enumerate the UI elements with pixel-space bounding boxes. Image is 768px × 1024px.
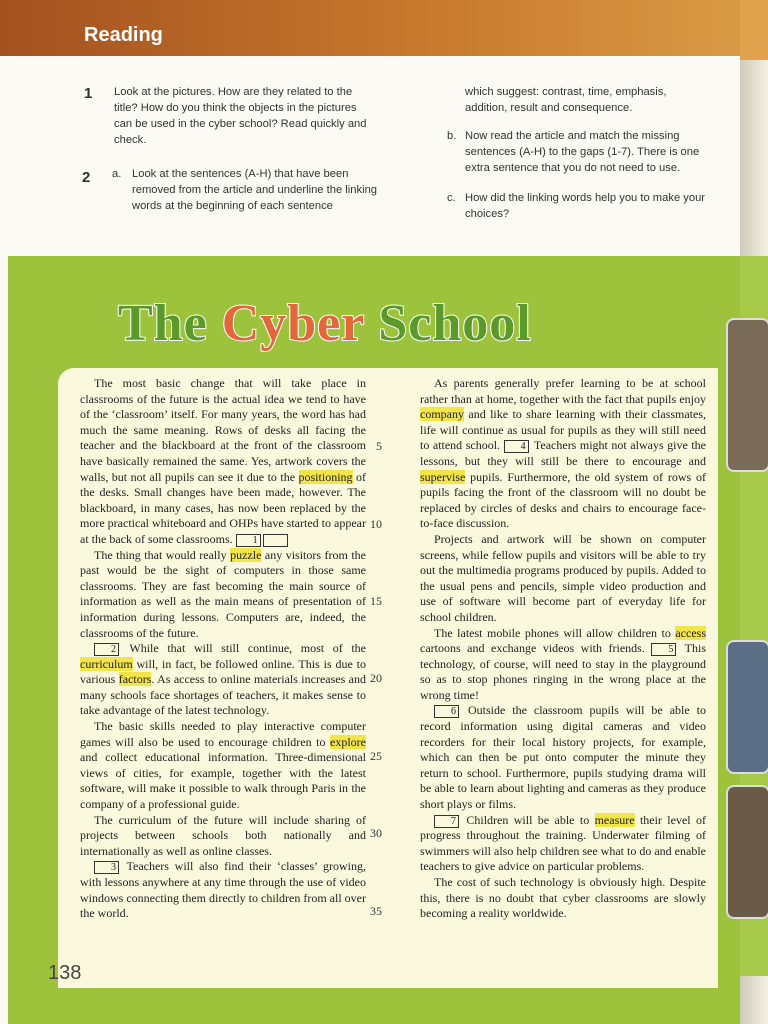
task-2b-text: Now read the article and match the missing sentences (A-H) to the gaps (1-7). There is one extra sentence that you do not need to use.	[465, 130, 700, 174]
paragraph: 6 Outside the classroom pupils will be able to record information using digital cameras and video recorders for their local history projects, for example, which can then be put onto computer the minute they return to school. Furthermore, pupils studying drama will be able to learn about lighting and cameras as they produce short plays or films.	[420, 703, 706, 812]
photo-thumbnail	[726, 785, 768, 919]
task-2c-text: How did the linking words help you to make your choices?	[465, 192, 706, 220]
article-left-column	[80, 376, 366, 922]
article-right-column	[420, 376, 706, 922]
paragraph: The basic skills needed to play interactive computer games will also be used to encourage children to explore and collect educational information. Three-dimensional views of cities, for example, together with the latest software, will make it possible to walk through Paris in the company of a professional guide.	[80, 719, 366, 812]
line-number: 15	[370, 594, 382, 608]
task-2a-text: Look at the sentences (A-H) that have been removed from the article and underline the linking words at the beginning of each sentence	[132, 168, 378, 212]
paragraph: 2 While that will still continue, most of the curriculum will, in fact, be followed online. This is due to various factors. As access to online materials increases and many schools face shortages of teachers, it makes sense to take advantage of the latest technology.	[80, 641, 366, 718]
gap-box: 3	[94, 861, 119, 874]
task-number-1: 1	[84, 85, 93, 102]
section-title: Reading	[84, 24, 163, 46]
highlight-word: factors	[118, 672, 152, 687]
task-2b-letter: b.	[447, 130, 457, 142]
photo-thumbnail	[726, 318, 768, 472]
paragraph: The cost of such technology is obviously high. Despite this, there is no doubt that cyber classrooms are slowly becoming a reality worldwide.	[420, 875, 706, 921]
section-header	[0, 0, 740, 56]
task-number-2: 2	[82, 169, 91, 186]
gap-box: 5	[651, 643, 676, 656]
line-number: 30	[370, 826, 382, 840]
paragraph: 7 Children will be able to measure their level of progress throughout the training. Underwater filming of swimmers will also help children see what to do and enable teachers to give advice on particular problems.	[420, 812, 706, 874]
highlight-word: curriculum	[80, 656, 133, 671]
highlight-word: positioning	[298, 469, 353, 484]
highlight-word: measure	[594, 812, 635, 827]
paragraph: Projects and artwork will be shown on computer screens, while fellow pupils and visitors will be able to try out the multimedia programs produced by pupils. Added to the usual pens and pencils, simple video production and use of software will become part of everyday life for school children.	[420, 531, 706, 624]
paragraph: 3 Teachers will also find their ‘classes’ growing, with lessons anywhere at any time through the use of video windows connecting them directly to children from all over the world.	[80, 859, 366, 921]
task-2a-letter: a.	[112, 168, 122, 180]
paragraph: The latest mobile phones will allow children to access cartoons and exchange videos with friends. 5 This technology, of course, will need to stay in the playground so as to stop phones ringing in the wrong place at the wrong time!	[420, 625, 706, 702]
highlight-word: supervise	[420, 469, 466, 484]
paragraph: The thing that would really puzzle any visitors from the past would be the sight of computers in those same classrooms. They are fast becoming the main source of information as well as the main means of presentation of information during lessons. Computers are, indeed, the classrooms of the future.	[80, 547, 366, 640]
task-2a-continuation: which suggest: contrast, time, emphasis, addition, result and consequence.	[465, 86, 667, 114]
photo-thumbnail	[726, 640, 768, 774]
line-number: 20	[370, 671, 382, 685]
line-number: 10	[370, 517, 382, 531]
page-edge-header	[740, 0, 768, 60]
gap-box: 4	[504, 440, 529, 453]
highlight-word: puzzle	[230, 547, 262, 562]
page-number: 138	[48, 962, 82, 984]
line-number: 25	[370, 749, 382, 763]
line-number: 35	[370, 904, 382, 918]
task-1-text: Look at the pictures. How are they related to the title? How do you think the objects in the pictures can be used in the cyber school? Read quickly and check.	[114, 86, 367, 146]
line-number: 5	[376, 439, 382, 453]
gap-box: 1	[236, 534, 261, 547]
article-title: The Cyber School	[118, 295, 532, 352]
highlight-word: company	[420, 407, 464, 422]
gap-box: 7	[434, 815, 459, 828]
highlight-word: access	[675, 625, 706, 640]
paragraph: As parents generally prefer learning to be at school rather than at home, together with the fact that pupils enjoy company and like to share learning with their classmates, life will continue as usual for pupils as they will still need to attend school. 4 Teachers might not always give the lessons, but they will still be there to encourage and supervise pupils. Furthermore, the old system of rows of pupils facing the front of the classroom will no doubt be replaced by circles of desks and chairs to encourage face-to-face discussion.	[420, 376, 706, 531]
paragraph: The most basic change that will take place in classrooms of the future is the actual idea we tend to have of the ‘classroom’ itself. For many years, the word has had much the same meaning. Rows of desks all facing the teacher and the blackboard at the front of the classroom have basically remained the same. Yes, artwork covers the walls, but not all pupils can see it due to the positioning of the desks. Small changes have been made, however. The blackboard, in many cases, has now been replaced by the more practical whiteboard and OHPs have started to appear at the back of some classrooms. 1	[80, 376, 367, 546]
task-2c-letter: c.	[447, 192, 456, 204]
paragraph: The curriculum of the future will include sharing of projects between schools both nationally and internationally as well as online classes.	[80, 812, 366, 858]
gap-box: 2	[94, 643, 119, 656]
highlight-word: explore	[330, 734, 366, 749]
gap-box: 6	[434, 705, 459, 718]
